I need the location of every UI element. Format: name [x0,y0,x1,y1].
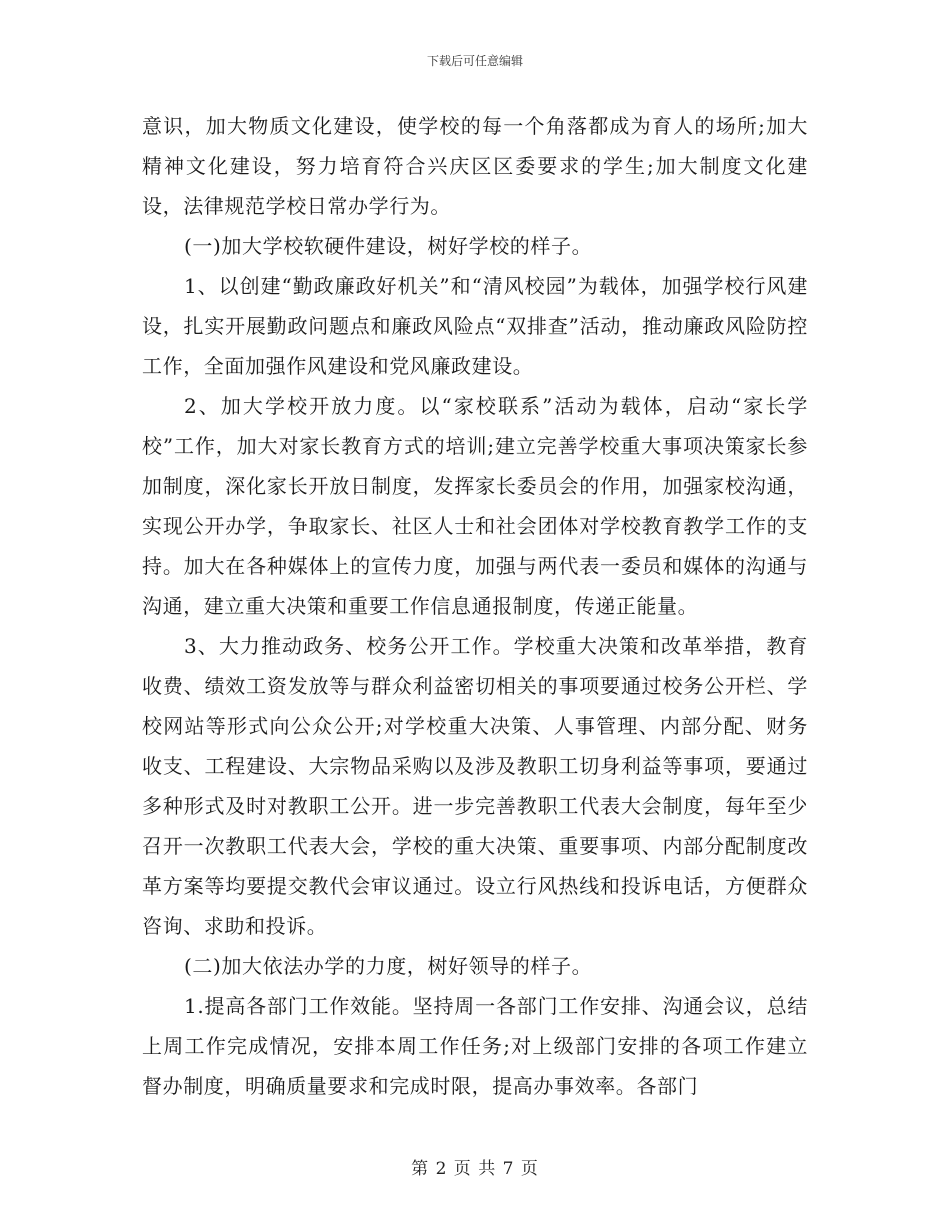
paragraph-3: 1、以创建“勤政廉政好机关”和“清风校园”为载体，加强学校行风建设，扎实开展勤政问题点和廉政风险点“双排查”活动，推动廉政风险防控工作，全面加强作风建设和党风廉政建设。 [142,274,808,378]
page-footer: 第 2 页 共 7 页 [411,1159,539,1179]
paragraph-2: (一)加大学校软硬件建设，树好学校的样子。 [184,234,593,258]
page-header: 下载后可任意编辑 [426,54,523,68]
paragraph-7: 1.提高各部门工作效能。坚持周一各部门工作安排、沟通会议，总结上周工作完成情况，安排本周工作任务;对上级部门安排的各项工作建立督办制度，明确质量要求和完成时限，提高办事效率。各部门 [142,994,808,1098]
document-body [142,106,808,1106]
paragraph-6: (二)加大依法办学的力度，树好领导的样子。 [184,954,593,978]
paragraph-4: 2、加大学校开放力度。以“家校联系”活动为载体，启动“家长学校”工作，加大对家长教育方式的培训;建立完善学校重大事项决策家长参加制度，深化家长开放日制度，发挥家长委员会的作用，加强家校沟通，实现公开办学，争取家长、社区人士和社会团体对学校教育教学工作的支持。加大在各种媒体上的宣传力度，加强与两代表一委员和媒体的沟通与沟通，建立重大决策和重要工作信息通报制度，传递正能量。 [142,394,808,618]
paragraph-5: 3、大力推动政务、校务公开工作。学校重大决策和改革举措，教育收费、绩效工资发放等与群众利益密切相关的事项要通过校务公开栏、学校网站等形式向公众公开;对学校重大决策、人事管理、内部分配、财务收支、工程建设、大宗物品采购以及涉及教职工切身利益等事项，要通过多种形式及时对教职工公开。进一步完善教职工代表大会制度，每年至少召开一次教职工代表大会，学校的重大决策、重要事项、内部分配制度改革方案等均要提交教代会审议通过。设立行风热线和投诉电话，方便群众咨询、求助和投诉。 [142,634,808,938]
paragraph-1: 意识，加大物质文化建设，使学校的每一个角落都成为育人的场所;加大精神文化建设，努力培育符合兴庆区区委要求的学生;加大制度文化建设，法律规范学校日常办学行为。 [142,114,808,218]
